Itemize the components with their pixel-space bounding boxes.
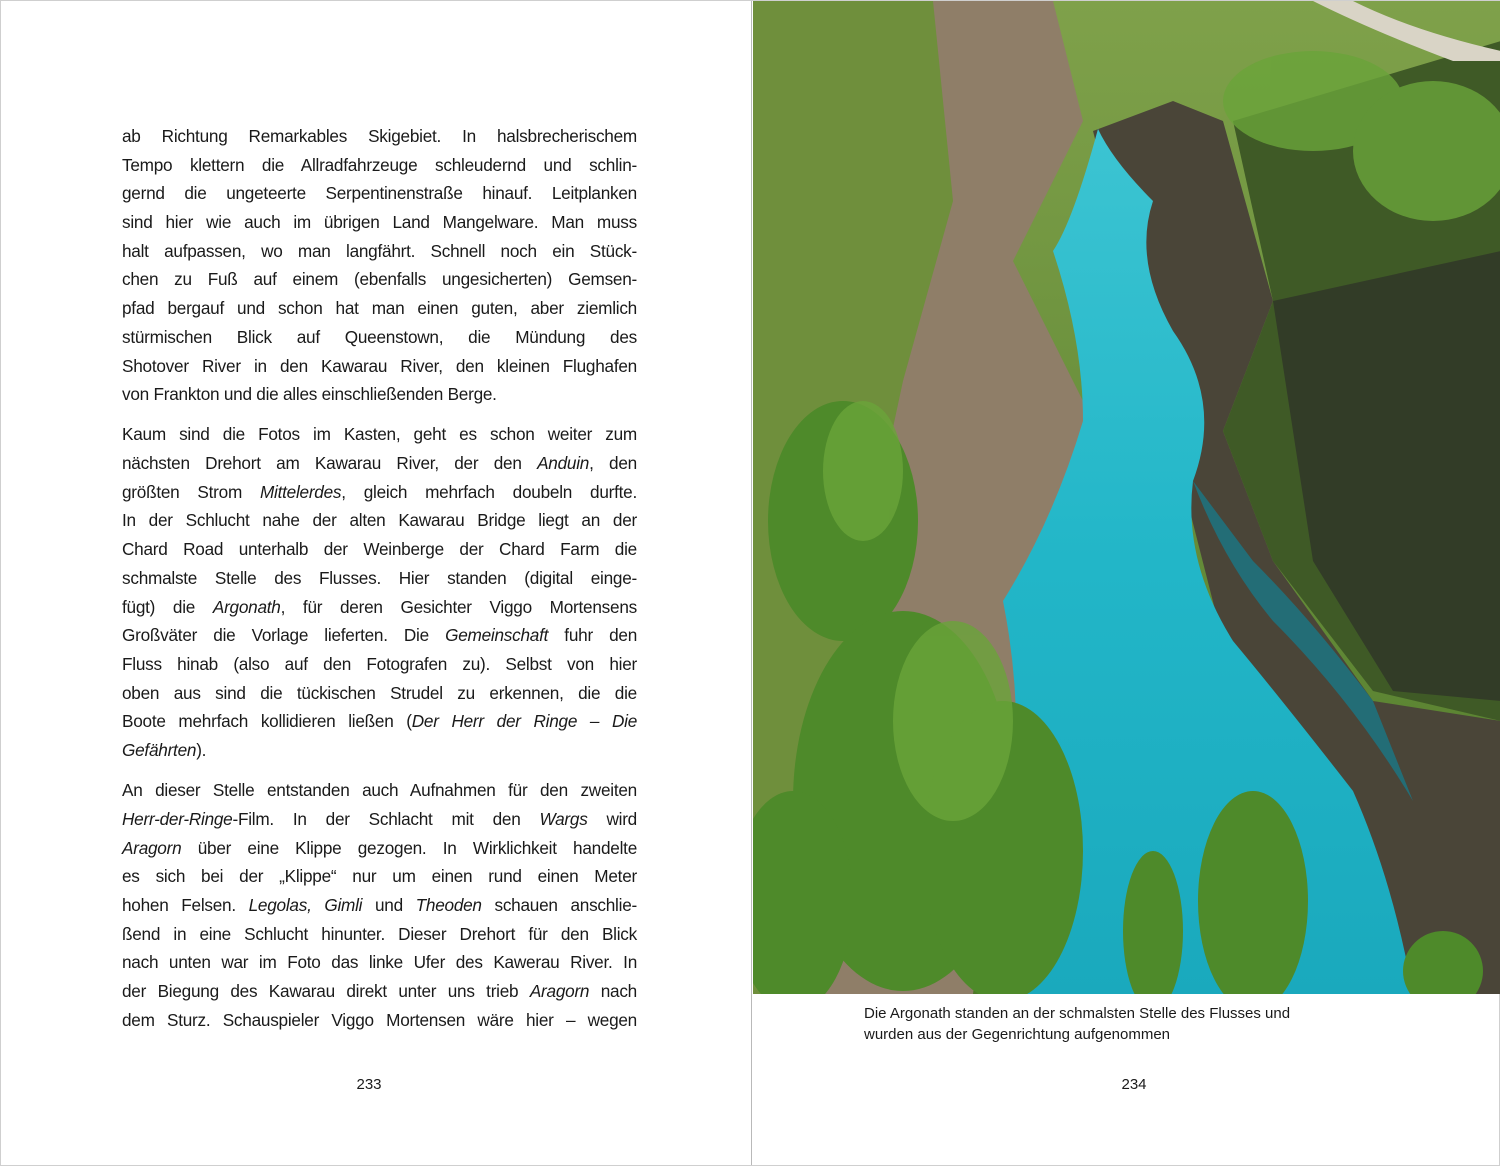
text-line: [122, 478, 637, 507]
text-line: [122, 621, 637, 650]
text-segment: nächsten Drehort am Kawarau River, der den: [122, 453, 538, 474]
italic-text-segment: Herr-der-Ringe: [122, 808, 233, 829]
text-segment: Kaum sind die Fotos im Kasten, geht es schon weiter zum: [122, 424, 637, 445]
left-page: [1, 1, 751, 1165]
italic-text-segment: Mittelerdes: [259, 481, 342, 502]
text-segment: schauen anschlie-: [481, 894, 637, 915]
text-segment: Tempo klettern die Allradfahrzeuge schleudernd und schlin-: [122, 154, 637, 175]
italic-text-segment: Aragorn: [122, 837, 182, 858]
text-line: [122, 1006, 637, 1035]
text-segment: über eine Klippe gezogen. In Wirklichkeit handelte: [181, 837, 637, 858]
paragraph: [122, 776, 637, 1034]
italic-text-segment: Gemeinschaft: [445, 625, 549, 646]
text-segment: größten Strom: [122, 481, 260, 502]
text-line: [122, 564, 637, 593]
text-line: [122, 122, 637, 151]
text-segment: stürmischen Blick auf Queenstown, die Mündung des: [122, 326, 637, 347]
text-line: [122, 323, 637, 352]
text-segment: Shotover River in den Kawarau River, den kleinen Flughafen: [122, 355, 637, 376]
text-line: [122, 948, 637, 977]
text-segment: , gleich mehrfach doubeln durfte.: [341, 481, 637, 502]
text-segment: fügt) die: [122, 596, 213, 617]
text-segment: nach: [589, 980, 637, 1001]
text-segment: Großväter die Vorlage lieferten. Die: [122, 625, 446, 646]
text-line: [122, 449, 637, 478]
text-line: [122, 920, 637, 949]
text-segment: ab Richtung Remarkables Skigebiet. In halsbrecherischem: [122, 126, 637, 146]
text-segment: Fluss hinab (also auf den Fotografen zu). Selbst von hier: [122, 653, 637, 674]
italic-text-segment: Gefährten: [122, 739, 197, 760]
text-line: [122, 237, 637, 266]
text-line: [122, 294, 637, 323]
italic-text-segment: Argonath: [212, 596, 281, 617]
text-line: [122, 891, 637, 920]
italic-text-segment: Theoden: [415, 894, 482, 915]
text-segment: An dieser Stelle entstanden auch Aufnahmen für den zweiten: [122, 780, 637, 801]
italic-text-segment: Der Herr der Ringe – Die: [411, 711, 637, 732]
text-line: [122, 862, 637, 891]
text-line: [122, 179, 637, 208]
text-segment: es sich bei der „Klippe“ nur um einen rund einen Meter: [122, 866, 637, 887]
text-segment: In der Schlucht nahe der alten Kawarau Bridge liegt an der: [122, 510, 637, 531]
text-line: [122, 535, 637, 564]
river-gorge-illustration: [753, 1, 1500, 994]
text-line: [122, 707, 637, 736]
page-number-left: 233: [356, 1076, 382, 1093]
page-number-right: 234: [1121, 1076, 1147, 1093]
text-segment: ).: [196, 739, 207, 760]
text-segment: oben aus sind die tückischen Strudel zu erkennen, die die: [122, 682, 637, 703]
text-line: [122, 420, 637, 449]
text-segment: halt aufpassen, wo man langfährt. Schnell noch ein Stück-: [122, 240, 637, 261]
text-line: [122, 679, 637, 708]
body-text: [122, 122, 637, 1046]
text-line: [122, 736, 637, 765]
text-segment: pfad bergauf und schon hat man einen guten, aber ziemlich: [122, 298, 637, 319]
text-line: [122, 834, 637, 863]
text-segment: dem Sturz. Schauspieler Viggo Mortensen wäre hier – wegen: [122, 1009, 637, 1030]
paragraph: [122, 122, 637, 409]
text-line: [122, 265, 637, 294]
caption-line: Die Argonath standen an der schmalsten Stelle des Flusses und: [864, 1005, 1291, 1022]
text-segment: hohen Felsen.: [122, 894, 249, 915]
caption-line: wurden aus der Gegenrichtung aufgenommen: [864, 1025, 1171, 1043]
text-line: [122, 352, 637, 381]
text-segment: sind hier wie auch im übrigen Land Mangelware. Man muss: [122, 212, 637, 233]
text-line: [122, 776, 637, 805]
text-segment: , für deren Gesichter Viggo Mortensens: [280, 596, 637, 617]
text-line: [122, 593, 637, 622]
text-line: [122, 805, 637, 834]
text-line: [122, 506, 637, 535]
right-page: [752, 1, 1500, 1165]
text-segment: Boote mehrfach kollidieren ließen (: [122, 711, 412, 732]
text-segment: Chard Road unterhalb der Weinberge der Chard Farm die: [122, 539, 637, 560]
paragraph: [122, 420, 637, 764]
photo-caption: [864, 1004, 1290, 1045]
italic-text-segment: Legolas, Gimli: [248, 894, 363, 915]
text-segment: wird: [587, 808, 637, 829]
text-line: [122, 977, 637, 1006]
italic-text-segment: Aragorn: [529, 980, 590, 1001]
text-segment: , den: [589, 453, 637, 474]
text-line: [122, 208, 637, 237]
text-segment: -Film. In der Schlacht mit den: [232, 808, 540, 829]
text-segment: nach unten war im Foto das linke Ufer des Kawerau River. In: [122, 952, 637, 973]
text-line: [122, 380, 637, 409]
text-segment: chen zu Fuß auf einem (ebenfalls ungesicherten) Gemsen-: [122, 269, 637, 290]
italic-text-segment: Anduin: [537, 453, 590, 474]
text-segment: der Biegung des Kawarau direkt unter uns trieb: [122, 980, 530, 1001]
text-segment: und: [362, 894, 416, 915]
text-segment: gernd die ungeteerte Serpentinenstraße hinauf. Leitplanken: [122, 183, 637, 204]
text-segment: ßend in eine Schlucht hinunter. Dieser Drehort für den Blick: [122, 923, 637, 944]
text-line: [122, 151, 637, 180]
text-segment: schmalste Stelle des Flusses. Hier standen (digital einge-: [122, 567, 637, 588]
italic-text-segment: Wargs: [539, 808, 588, 829]
text-line: [122, 650, 637, 679]
text-segment: von Frankton und die alles einschließenden Berge.: [122, 384, 497, 405]
text-segment: fuhr den: [548, 625, 637, 646]
river-gorge-photo: [753, 1, 1500, 994]
